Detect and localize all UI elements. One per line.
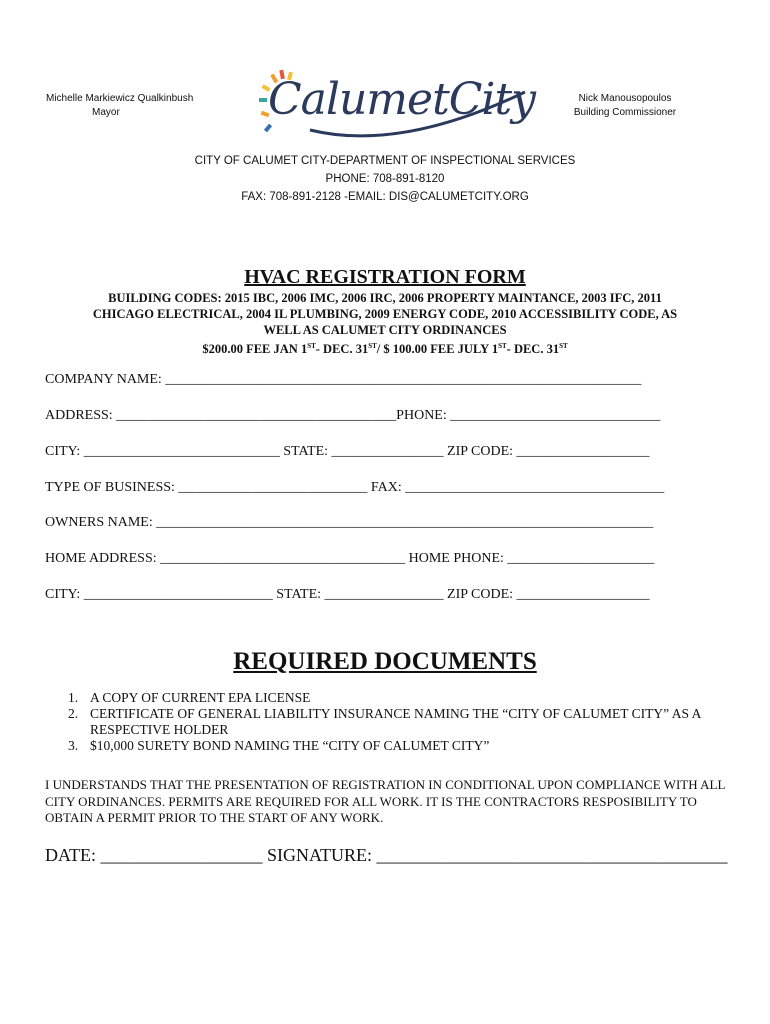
building-codes bbox=[40, 290, 730, 357]
home-address-phone-field[interactable]: HOME ADDRESS: ___________________________________ HOME PHONE: _____________________ bbox=[45, 551, 655, 566]
required-documents-title: REQUIRED DOCUMENTS bbox=[233, 648, 537, 675]
fee-sup-1: ST bbox=[307, 342, 316, 350]
list-number: 1. bbox=[68, 690, 79, 705]
department-fax-email: FAX: 708-891-2128 -EMAIL: DIS@CALUMETCITY.ORG bbox=[241, 191, 529, 203]
fee-sup-2: ST bbox=[368, 342, 377, 350]
fee-part-1: $200.00 FEE JAN 1 bbox=[202, 342, 308, 357]
required-documents-list bbox=[68, 690, 708, 754]
list-item bbox=[68, 738, 708, 754]
address-phone-field[interactable]: ADDRESS: ________________________________________PHONE: ______________________________ bbox=[45, 408, 661, 423]
list-item bbox=[68, 706, 708, 738]
department-name: CITY OF CALUMET CITY-DEPARTMENT OF INSPECTIONAL SERVICES bbox=[194, 155, 576, 167]
business-type-fax-field[interactable]: TYPE OF BUSINESS: ___________________________ FAX: _____________________________________ bbox=[45, 480, 665, 495]
list-number: 3. bbox=[68, 738, 79, 753]
owners-name-field[interactable]: OWNERS NAME: _______________________________________________________________________ bbox=[45, 515, 654, 530]
date-field[interactable]: DATE: __________________ bbox=[45, 845, 263, 865]
fee-sup-4: ST bbox=[559, 342, 568, 350]
fee-part-4: - DEC. 31 bbox=[506, 342, 560, 357]
compliance-statement: I UNDERSTANDS THAT THE PRESENTATION OF REGISTRATION IN CONDITIONAL UPON COMPLIANCE WITH ALL CITY ORDINANCES. PERMITS ARE REQUIRED FOR ALL WORK. IT IS THE CONTRACTORS RESPOSIBILITY TO OBTAIN A PERMIT PRIOR TO THE START OF ANY WORK. bbox=[45, 777, 725, 825]
mayor-block bbox=[46, 92, 216, 120]
signature-field[interactable]: SIGNATURE: _______________________________________ bbox=[267, 845, 728, 865]
list-text: A COPY OF CURRENT EPA LICENSE bbox=[90, 690, 311, 705]
list-text: CERTIFICATE OF GENERAL LIABILITY INSURANCE NAMING THE “CITY OF CALUMET CITY” AS A RESPECTIVE HOLDER bbox=[90, 706, 701, 737]
commissioner-title: Building Commissioner bbox=[573, 107, 677, 118]
calumet-city-logo bbox=[250, 62, 536, 152]
mayor-name: Michelle Markiewicz Qualkinbush bbox=[46, 93, 194, 104]
logo-wordmark: CalumetCity bbox=[268, 74, 536, 125]
form-title: HVAC REGISTRATION FORM bbox=[244, 266, 526, 288]
list-number: 2. bbox=[68, 706, 79, 721]
fee-line bbox=[40, 338, 730, 357]
codes-line-1: BUILDING CODES: 2015 IBC, 2006 IMC, 2006 IRC, 2006 PROPERTY MAINTANCE, 2003 IFC, 2011 bbox=[108, 291, 662, 305]
fee-part-2: - DEC. 31 bbox=[315, 342, 369, 357]
codes-line-3: WELL AS CALUMET CITY ORDINANCES bbox=[263, 323, 507, 337]
department-info bbox=[0, 152, 770, 206]
commissioner-block bbox=[560, 92, 690, 120]
commissioner-name: Nick Manousopoulos bbox=[578, 93, 672, 104]
list-item bbox=[68, 690, 708, 706]
fee-part-3: / $ 100.00 FEE JULY 1 bbox=[376, 342, 499, 357]
codes-line-2: CHICAGO ELECTRICAL, 2004 IL PLUMBING, 2009 ENERGY CODE, 2010 ACCESSIBILITY CODE, AS bbox=[92, 307, 678, 321]
list-text: $10,000 SURETY BOND NAMING THE “CITY OF CALUMET CITY” bbox=[90, 738, 490, 753]
signature-line[interactable] bbox=[45, 845, 728, 866]
mayor-title: Mayor bbox=[92, 107, 120, 118]
department-phone: PHONE: 708-891-8120 bbox=[325, 173, 445, 185]
home-city-state-zip-field[interactable]: CITY: ___________________________ STATE: _________________ ZIP CODE: ___________________ bbox=[45, 587, 650, 602]
city-state-zip-field[interactable]: CITY: ____________________________ STATE: ________________ ZIP CODE: ___________________ bbox=[45, 444, 650, 459]
fee-sup-3: ST bbox=[498, 342, 507, 350]
company-name-field[interactable]: COMPANY NAME: ____________________________________________________________________ bbox=[45, 372, 642, 387]
